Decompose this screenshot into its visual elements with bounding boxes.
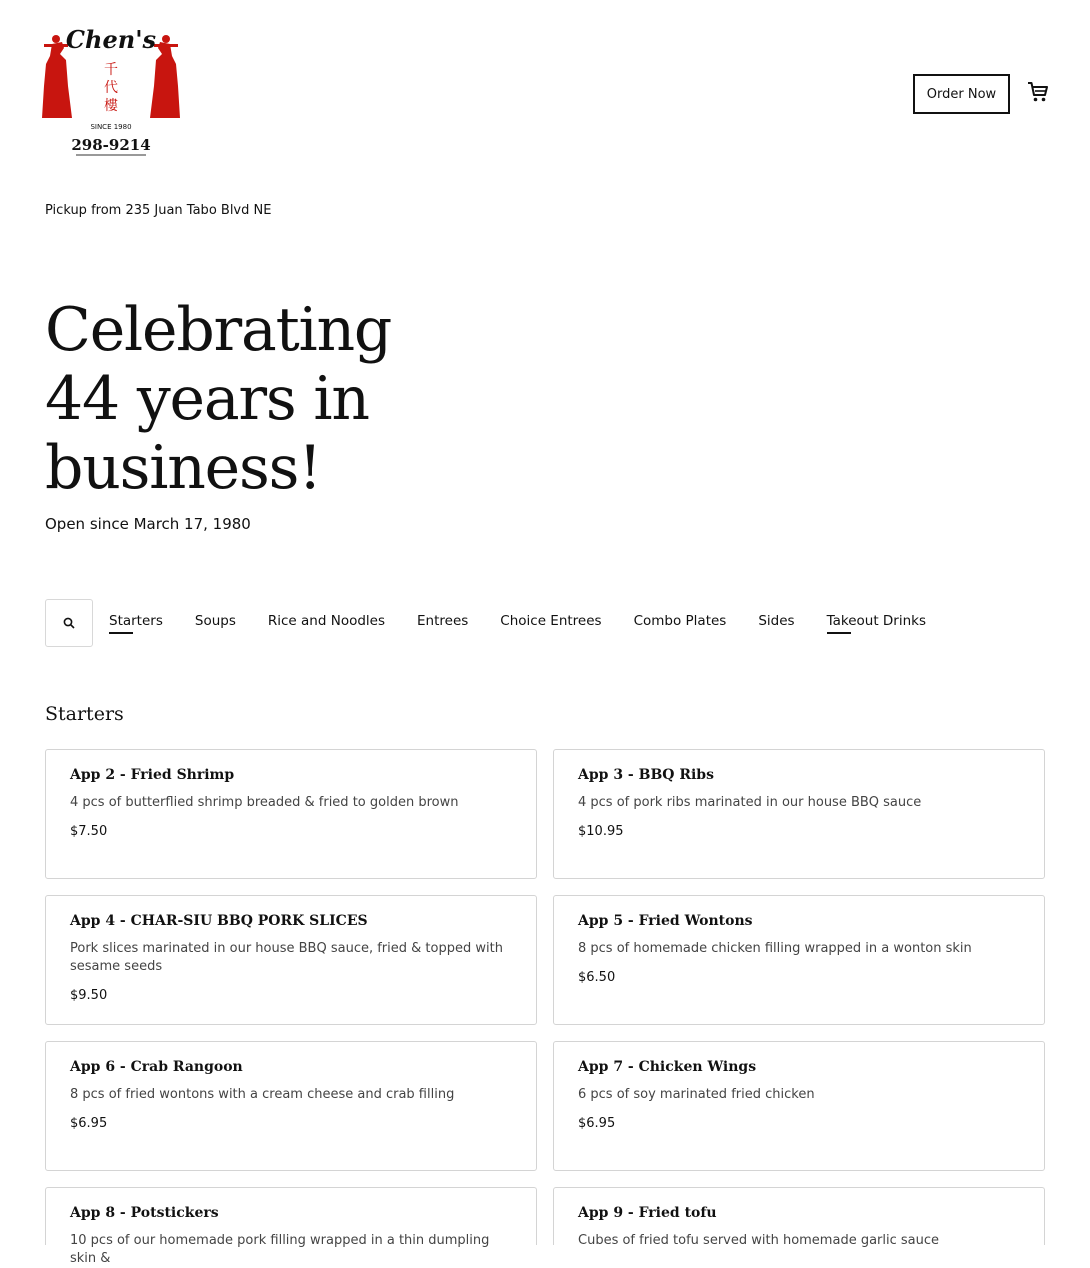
menu-item-title: App 3 - BBQ Ribs — [578, 767, 714, 783]
menu-item-title: App 4 - CHAR-SIU BBQ PORK SLICES — [70, 913, 368, 929]
category-nav — [109, 612, 958, 636]
order-now-button[interactable]: Order Now — [913, 74, 1010, 114]
category-tab-takeout-drinks[interactable]: Takeout Drinks — [827, 612, 926, 636]
category-tab-entrees[interactable]: Entrees — [417, 613, 469, 629]
category-tab-rice-noodles[interactable]: Rice and Noodles — [267, 613, 385, 629]
menu-item-card[interactable] — [45, 895, 537, 1025]
logo-since-text: SINCE 1980 — [90, 123, 132, 131]
menu-item-title: App 8 - Potstickers — [70, 1205, 219, 1221]
menu-item-description: 6 pcs of soy marinated fried chicken — [578, 1087, 815, 1102]
menu-item-description: 4 pcs of butterflied shrimp breaded & fried to golden brown — [70, 795, 459, 810]
cart-icon[interactable] — [1027, 81, 1049, 103]
svg-text:代: 代 — [104, 80, 118, 96]
menu-item-card[interactable] — [45, 1187, 537, 1266]
menu-item-title: App 5 - Fried Wontons — [578, 913, 753, 929]
menu-item-card[interactable] — [45, 749, 537, 879]
search-icon — [63, 617, 75, 629]
menu-search-button[interactable] — [45, 599, 93, 647]
section-title: Starters — [45, 703, 124, 725]
menu-item-title: App 6 - Crab Rangoon — [70, 1059, 243, 1075]
restaurant-logo[interactable] — [40, 26, 182, 160]
category-tab-choice-entrees[interactable]: Choice Entrees — [500, 613, 602, 629]
menu-item-price: $7.50 — [70, 824, 108, 839]
menu-item-card[interactable] — [45, 1041, 537, 1171]
pickup-location: Pickup from 235 Juan Tabo Blvd NE — [45, 203, 272, 218]
menu-item-price: $6.95 — [578, 1116, 616, 1131]
menu-item-card[interactable] — [553, 1041, 1045, 1171]
menu-item-card[interactable] — [553, 749, 1045, 879]
menu-item-description: Pork slices marinated in our house BBQ sauce, fried & topped with sesame seeds — [70, 941, 503, 974]
logo-name-text: Chen's — [65, 25, 157, 54]
menu-item-card[interactable] — [553, 1187, 1045, 1248]
logo-phone-text: 298-9214 — [71, 136, 151, 154]
menu-item-price: $9.50 — [70, 988, 108, 1003]
logo-graphic — [40, 26, 182, 160]
svg-text:千: 千 — [104, 62, 118, 78]
menu-item-description: 8 pcs of fried wontons with a cream cheese and crab filling — [70, 1087, 455, 1102]
menu-item-title: App 9 - Fried tofu — [578, 1205, 717, 1221]
menu-item-card[interactable] — [553, 895, 1045, 1025]
menu-item-description: 10 pcs of our homemade pork filling wrapped in a thin dumpling skin & — [70, 1233, 490, 1266]
category-tab-soups[interactable]: Soups — [194, 613, 236, 629]
menu-item-title: App 2 - Fried Shrimp — [70, 767, 235, 783]
menu-item-price: $6.95 — [70, 1116, 108, 1131]
hero-subtitle: Open since March 17, 1980 — [45, 515, 251, 533]
menu-item-description: Cubes of fried tofu served with homemade garlic sauce — [578, 1233, 940, 1248]
category-tab-combo-plates[interactable]: Combo Plates — [633, 613, 727, 629]
category-tab-starters[interactable]: Starters — [109, 612, 163, 636]
category-tab-sides[interactable]: Sides — [758, 613, 795, 629]
menu-item-description: 8 pcs of homemade chicken filling wrapped in a wonton skin — [578, 941, 972, 956]
menu-item-title: App 7 - Chicken Wings — [578, 1059, 757, 1075]
hero-title: Celebrating 44 years in business! — [45, 295, 392, 503]
menu-item-price: $6.50 — [578, 970, 616, 985]
menu-item-price: $10.95 — [578, 824, 624, 839]
svg-text:樓: 樓 — [104, 98, 118, 114]
menu-item-description: 4 pcs of pork ribs marinated in our house BBQ sauce — [578, 795, 922, 810]
